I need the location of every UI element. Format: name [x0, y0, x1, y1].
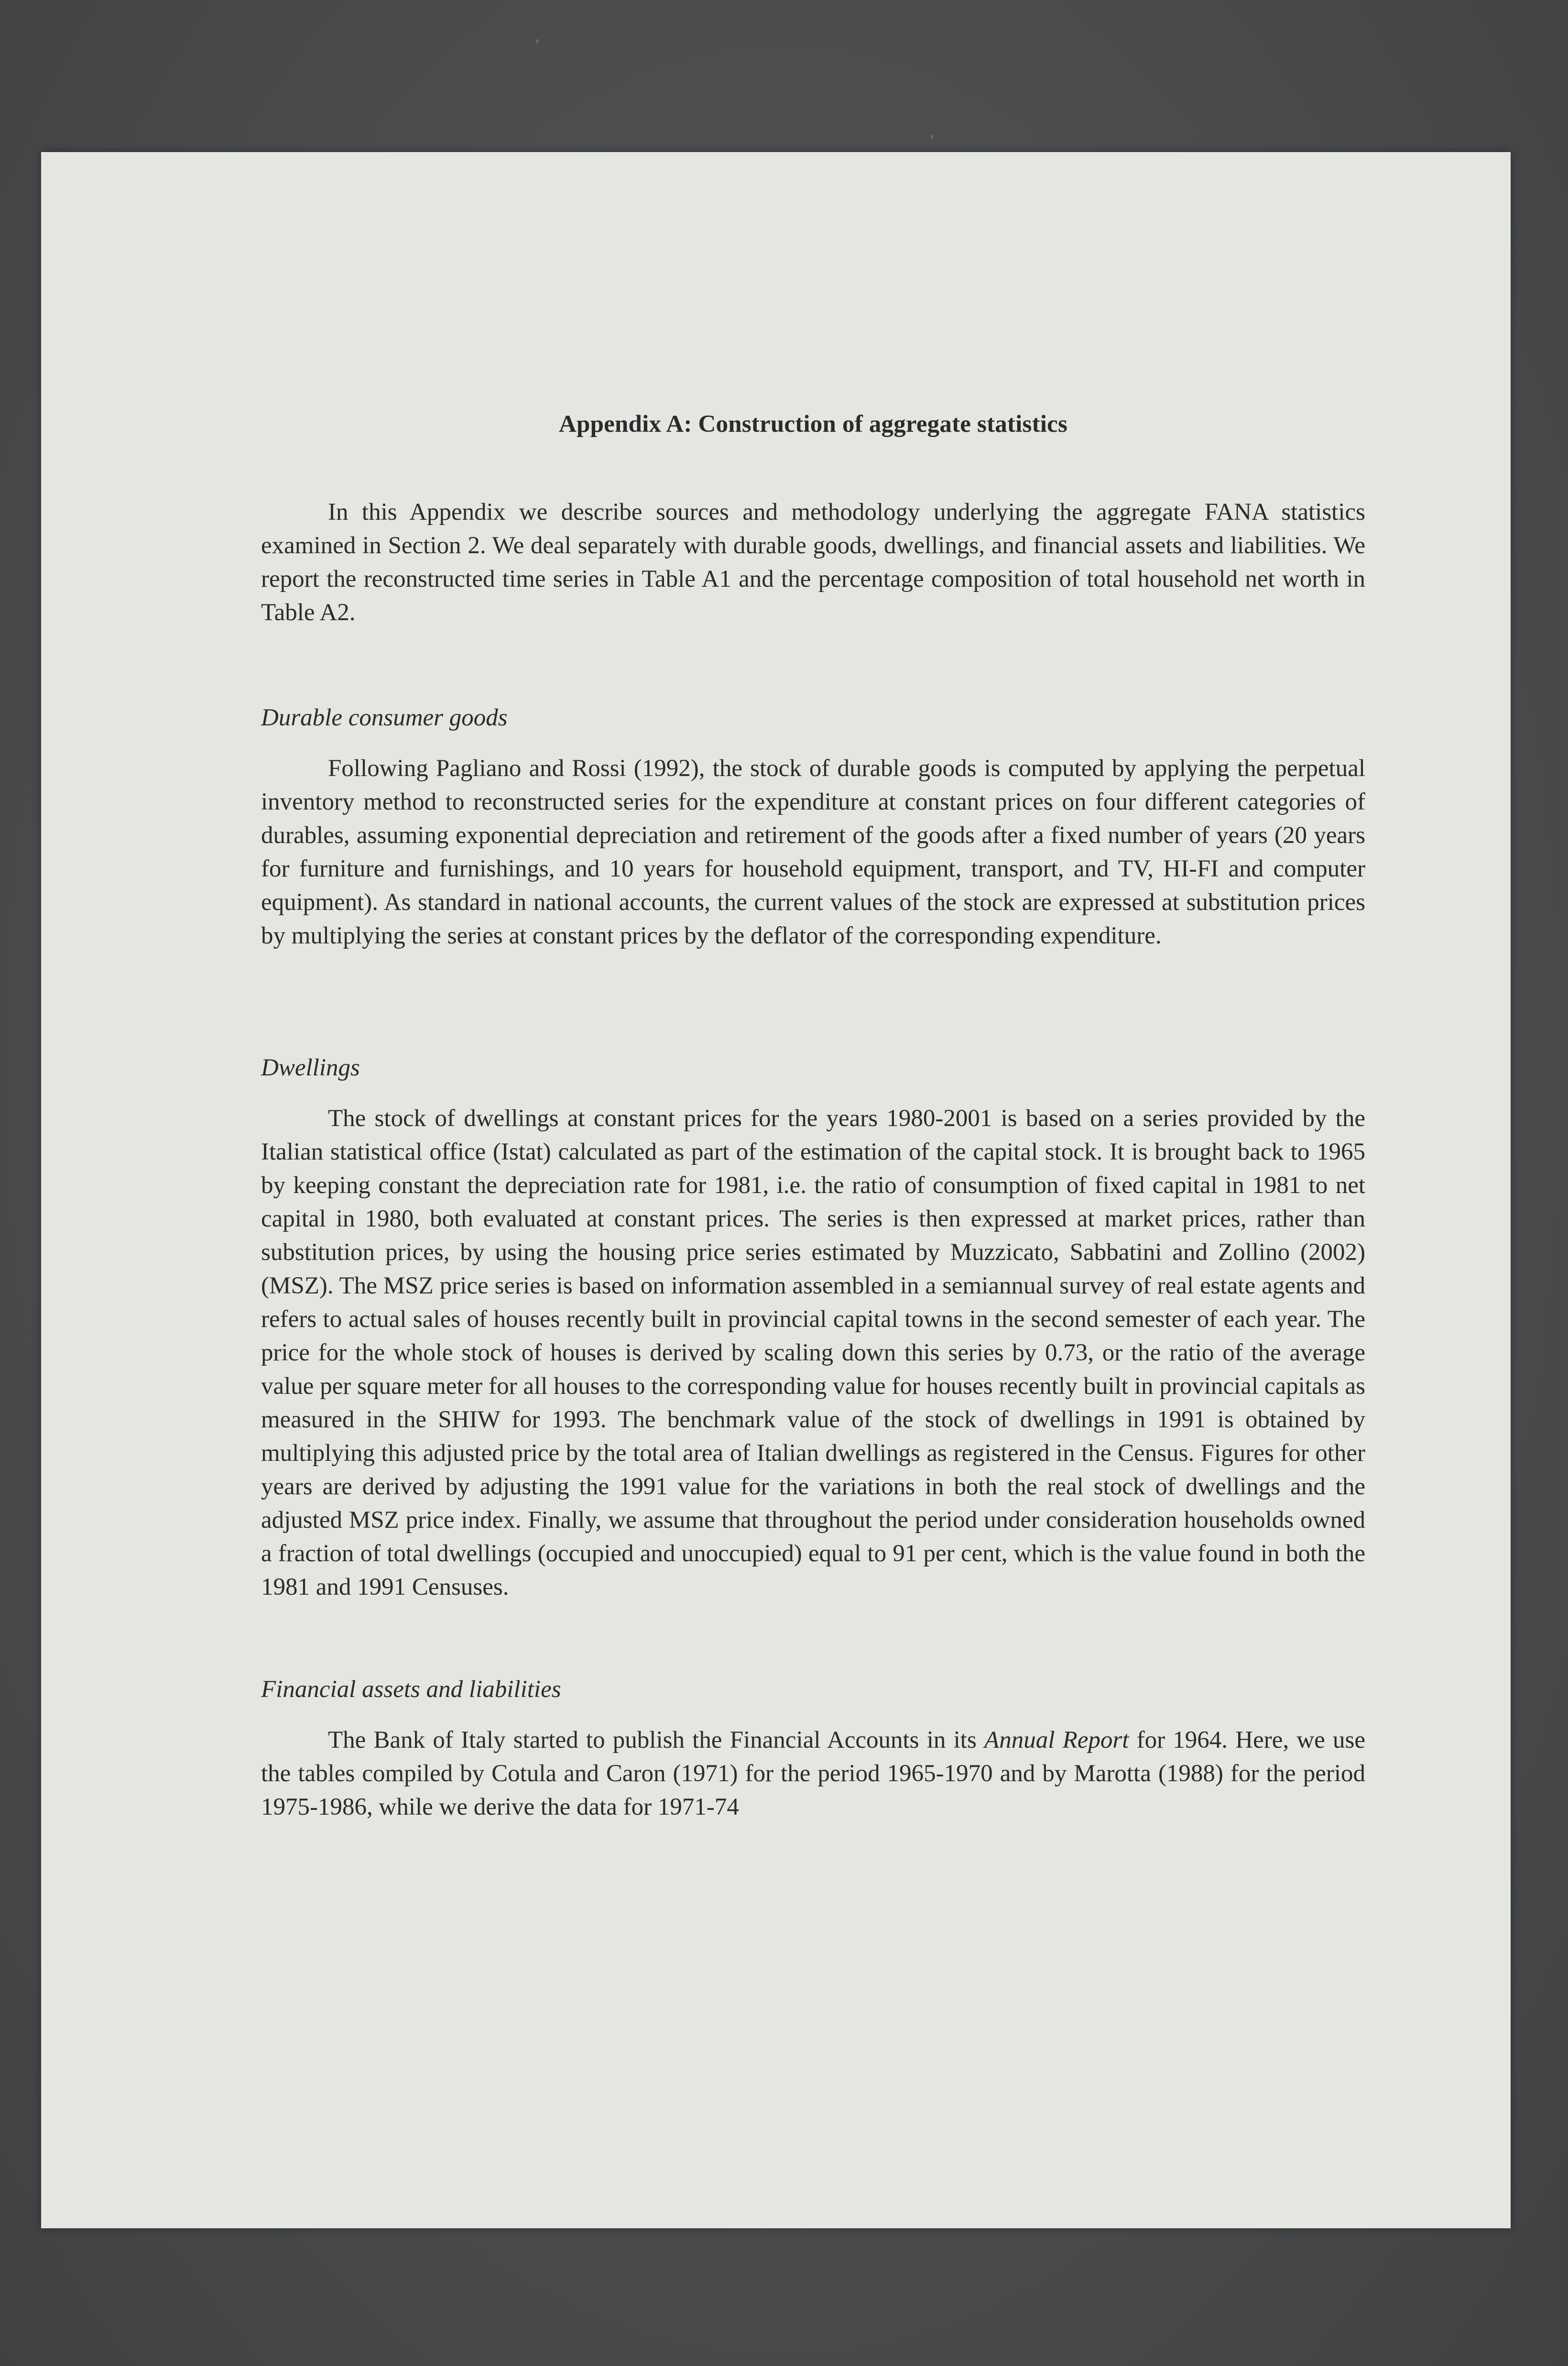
durable-goods-paragraph: Following Pagliano and Rossi (1992), the stock of durable goods is computed by applying the perpetual inventory method to reconstructed series for the expenditure at constant prices on four different categories of durables, assuming exponential depreciation and retirement of the goods after a fixed number of years (20 years for furniture and furnishings, and 10 years for household equipment, transport, and TV, HI-FI and computer equipment). As standard in national accounts, the current values of the stock are expressed at substitution prices by multiplying the series at constant prices by the deflator of the corresponding expenditure.	[261, 755, 1365, 949]
section-heading-financial-assets: Financial assets and liabilities	[261, 1676, 561, 1703]
dust-speck	[536, 39, 538, 44]
document-page	[41, 152, 1511, 2228]
intro-paragraph: In this Appendix we describe sources and methodology underlying the aggregate FANA statistics examined in Section 2. We deal separately with durable goods, dwellings, and financial assets and liabilities. We report the reconstructed time series in Table A1 and the percentage composition of total household net worth in Table A2.	[261, 499, 1365, 626]
page-title: Appendix A: Construction of aggregate statistics	[558, 411, 1068, 438]
annual-report-title: Annual Report	[984, 1727, 1129, 1753]
financial-assets-paragraph	[261, 1723, 1365, 1824]
section-heading-dwellings: Dwellings	[261, 1054, 360, 1081]
section-heading-durable-goods: Durable consumer goods	[261, 704, 508, 731]
dust-speck	[931, 135, 933, 139]
financial-text-end: for 1964. Here, we use the tables compiled by Cotula and Caron (1971) for the period 1965-1970 and by Marotta (1988) for the period 1975-1986, while we derive the data for 1971-74	[261, 1727, 1365, 1820]
dwellings-paragraph: The stock of dwellings at constant prices for the years 1980-2001 is based on a series provided by the Italian statistical office (Istat) calculated as part of the estimation of the capital stock. It is brought back to 1965 by keeping constant the depreciation rate for 1981, i.e. the ratio of consumption of fixed capital in 1981 to net capital in 1980, both evaluated at constant prices. The series is then expressed at market prices, rather than substitution prices, by using the housing price series estimated by Muzzicato, Sabbatini and Zollino (2002) (MSZ). The MSZ price series is based on information assembled in a semiannual survey of real estate agents and refers to actual sales of houses recently built in provincial capital towns in the second semester of each year. The price for the whole stock of houses is derived by scaling down this series by 0.73, or the ratio of the average value per square meter for all houses to the corresponding value for houses recently built in provincial capitals as measured in the SHIW for 1993. The benchmark value of the stock of dwellings in 1991 is obtained by multiplying this adjusted price by the total area of Italian dwellings as registered in the Census. Figures for other years are derived by adjusting the 1991 value for the variations in both the real stock of dwellings and the adjusted MSZ price index. Finally, we assume that throughout the period under consideration households owned a fraction of total dwellings (occupied and unoccupied) equal to 91 per cent, which is the value found in both the 1981 and 1991 Censuses.	[261, 1105, 1365, 1600]
page-content	[261, 410, 1365, 1824]
financial-text-start: The Bank of Italy started to publish the Financial Accounts in its	[328, 1727, 985, 1753]
